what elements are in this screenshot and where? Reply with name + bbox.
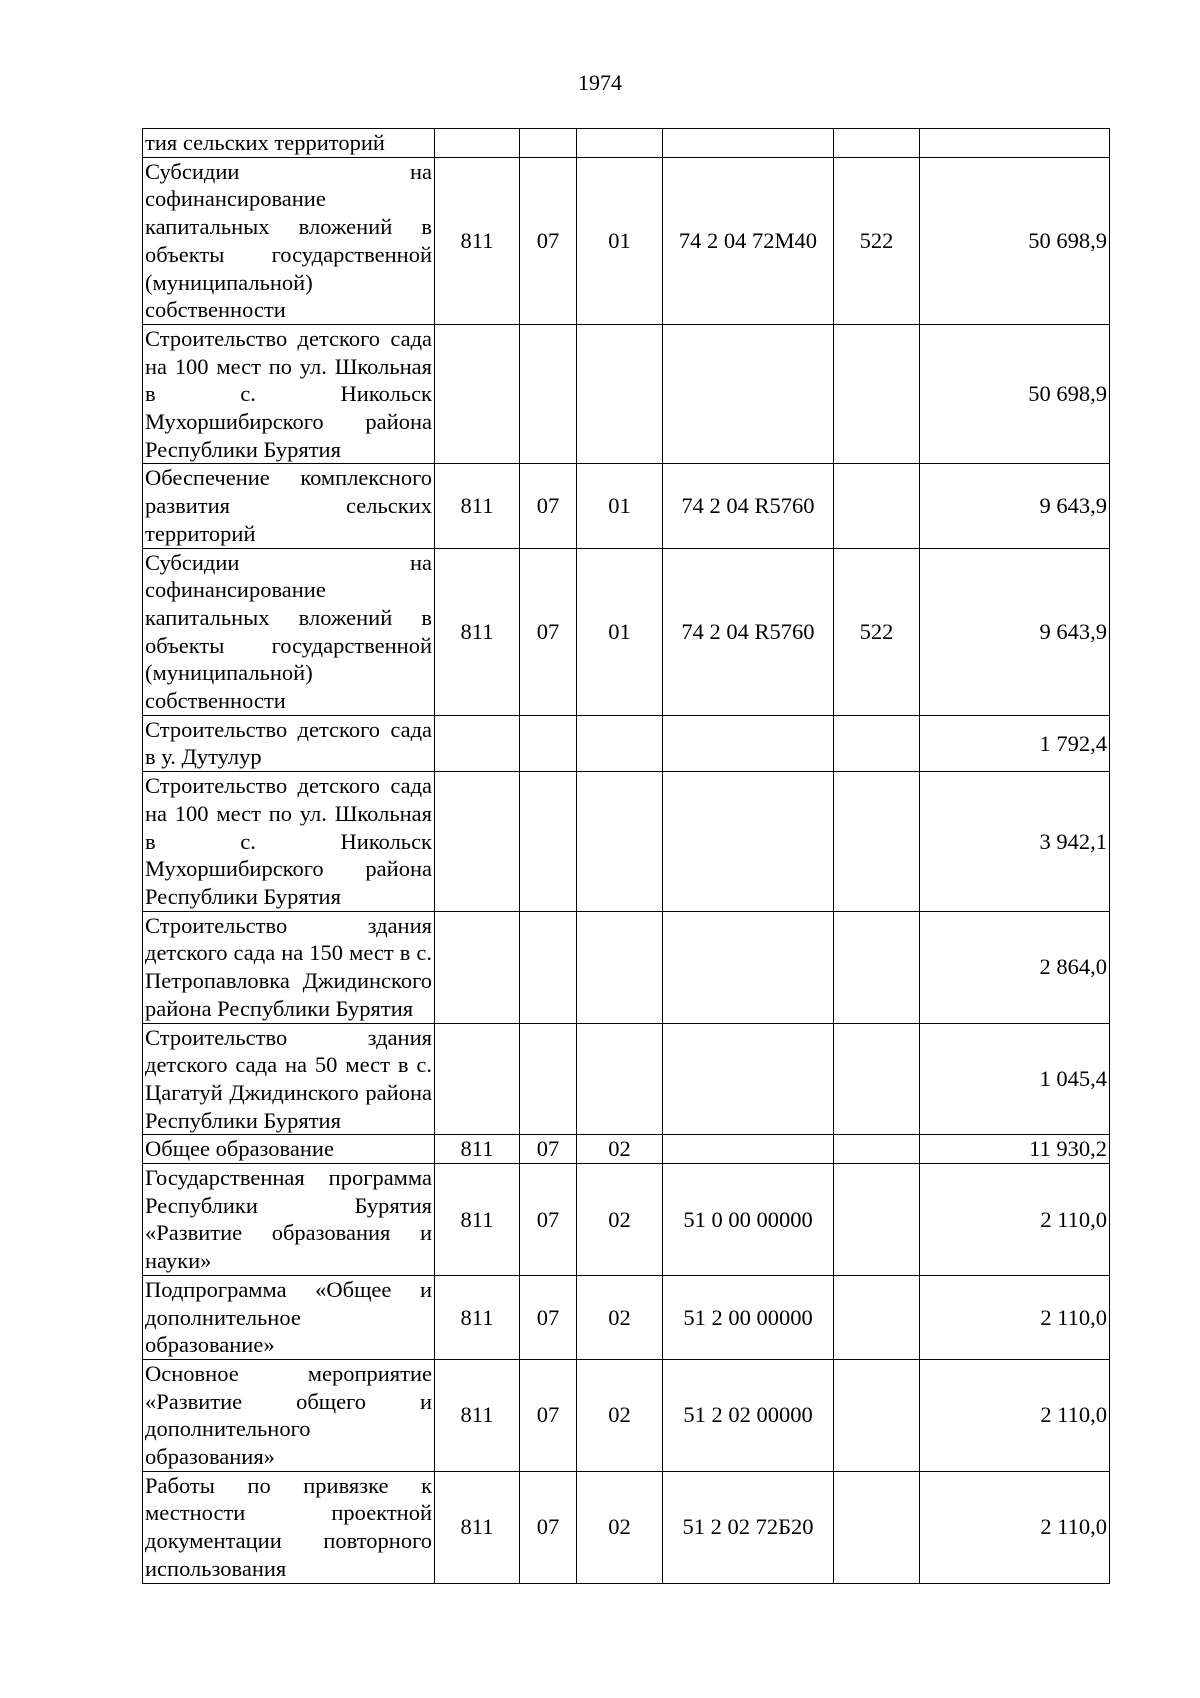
cell-subsection-code [577,1023,663,1135]
table-row [143,1135,1110,1164]
cell-subsection-code [577,715,663,771]
cell-name: Государственная программа Республики Бурятия «Развитие образования и науки» [143,1164,435,1276]
cell-name: тия сельских территорий [143,129,435,158]
cell-name: Обеспечение комплексного развития сельских территорий [143,464,435,548]
cell-amount: 9 643,9 [920,464,1110,548]
cell-subsection-code: 01 [577,548,663,715]
cell-subsection-code: 02 [577,1135,663,1164]
cell-department-code [435,324,520,464]
cell-amount: 9 643,9 [920,548,1110,715]
cell-target-article [663,324,834,464]
table-row [143,464,1110,548]
cell-amount: 3 942,1 [920,772,1110,912]
cell-name: Основное мероприятие «Развитие общего и дополнительного образования» [143,1359,435,1471]
cell-department-code: 811 [435,1359,520,1471]
table-row [143,772,1110,912]
cell-subsection-code [577,911,663,1023]
cell-department-code: 811 [435,548,520,715]
cell-department-code [435,1023,520,1135]
cell-section-code: 07 [520,1135,577,1164]
table-body [143,129,1110,1584]
cell-department-code [435,715,520,771]
cell-expense-type [834,1275,920,1359]
cell-name: Строительство здания детского сада на 50 мест в с. Цагатуй Джидинского района Республики Бурятия [143,1023,435,1135]
cell-amount: 1 792,4 [920,715,1110,771]
cell-name: Подпрограмма «Общее и дополнительное образование» [143,1275,435,1359]
table-row [143,1023,1110,1135]
cell-expense-type [834,464,920,548]
table-row [143,1164,1110,1276]
cell-section-code [520,324,577,464]
cell-section-code [520,715,577,771]
cell-amount [920,129,1110,158]
cell-expense-type: 522 [834,157,920,324]
cell-department-code: 811 [435,157,520,324]
cell-target-article: 51 2 00 00000 [663,1275,834,1359]
cell-section-code: 07 [520,464,577,548]
cell-target-article [663,129,834,158]
cell-target-article [663,911,834,1023]
cell-name: Работы по привязке к местности проектной документации повторного использования [143,1471,435,1583]
cell-expense-type [834,911,920,1023]
cell-amount: 2 110,0 [920,1164,1110,1276]
cell-name: Строительство детского сада на 100 мест по ул. Школьная в с. Никольск Мухоршибирского района Республики Бурятия [143,324,435,464]
cell-target-article [663,1023,834,1135]
cell-section-code [520,129,577,158]
cell-section-code: 07 [520,157,577,324]
cell-name: Строительство детского сада на 100 мест по ул. Школьная в с. Никольск Мухоршибирского района Республики Бурятия [143,772,435,912]
cell-name: Строительство детского сада в у. Дутулур [143,715,435,771]
cell-subsection-code [577,129,663,158]
page-number: 1974 [578,70,622,95]
cell-department-code [435,911,520,1023]
table-row [143,1275,1110,1359]
cell-target-article: 74 2 04 72М40 [663,157,834,324]
cell-name: Субсидии на софинансирование капитальных вложений в объекты государственной (муниципальной) собственности [143,548,435,715]
cell-department-code: 811 [435,1164,520,1276]
cell-section-code: 07 [520,1164,577,1276]
cell-expense-type [834,1471,920,1583]
cell-subsection-code [577,324,663,464]
cell-subsection-code: 01 [577,157,663,324]
cell-amount: 50 698,9 [920,157,1110,324]
cell-expense-type [834,772,920,912]
cell-name: Субсидии на софинансирование капитальных вложений в объекты государственной (муниципальной) собственности [143,157,435,324]
cell-expense-type [834,715,920,771]
cell-subsection-code [577,772,663,912]
cell-amount: 2 864,0 [920,911,1110,1023]
cell-target-article [663,1135,834,1164]
cell-subsection-code: 02 [577,1471,663,1583]
cell-department-code [435,129,520,158]
cell-amount: 2 110,0 [920,1359,1110,1471]
cell-target-article [663,772,834,912]
cell-expense-type [834,1135,920,1164]
cell-amount: 2 110,0 [920,1471,1110,1583]
cell-subsection-code: 02 [577,1164,663,1276]
cell-amount: 2 110,0 [920,1275,1110,1359]
cell-subsection-code: 02 [577,1275,663,1359]
cell-section-code [520,1023,577,1135]
cell-department-code: 811 [435,1135,520,1164]
cell-target-article: 51 2 02 72Б20 [663,1471,834,1583]
cell-expense-type [834,1359,920,1471]
table-row [143,911,1110,1023]
cell-department-code [435,772,520,912]
cell-target-article: 74 2 04 R5760 [663,548,834,715]
cell-expense-type [834,324,920,464]
cell-target-article: 74 2 04 R5760 [663,464,834,548]
cell-subsection-code: 02 [577,1359,663,1471]
cell-expense-type [834,129,920,158]
cell-department-code: 811 [435,464,520,548]
cell-amount: 11 930,2 [920,1135,1110,1164]
cell-section-code [520,911,577,1023]
cell-expense-type [834,1023,920,1135]
cell-section-code: 07 [520,1275,577,1359]
cell-target-article: 51 2 02 00000 [663,1359,834,1471]
table-row [143,715,1110,771]
cell-section-code: 07 [520,1359,577,1471]
cell-department-code: 811 [435,1471,520,1583]
cell-expense-type [834,1164,920,1276]
table-row [143,157,1110,324]
cell-department-code: 811 [435,1275,520,1359]
cell-section-code [520,772,577,912]
cell-target-article [663,715,834,771]
cell-target-article: 51 0 00 00000 [663,1164,834,1276]
cell-section-code: 07 [520,1471,577,1583]
cell-amount: 1 045,4 [920,1023,1110,1135]
budget-table [142,128,1110,1584]
cell-subsection-code: 01 [577,464,663,548]
cell-name: Общее образование [143,1135,435,1164]
table-row [143,1471,1110,1583]
cell-name: Строительство здания детского сада на 150 мест в с. Петропавловка Джидинского района Республики Бурятия [143,911,435,1023]
table-row [143,548,1110,715]
cell-expense-type: 522 [834,548,920,715]
table-row [143,324,1110,464]
cell-amount: 50 698,9 [920,324,1110,464]
table-row [143,1359,1110,1471]
table-row [143,129,1110,158]
cell-section-code: 07 [520,548,577,715]
